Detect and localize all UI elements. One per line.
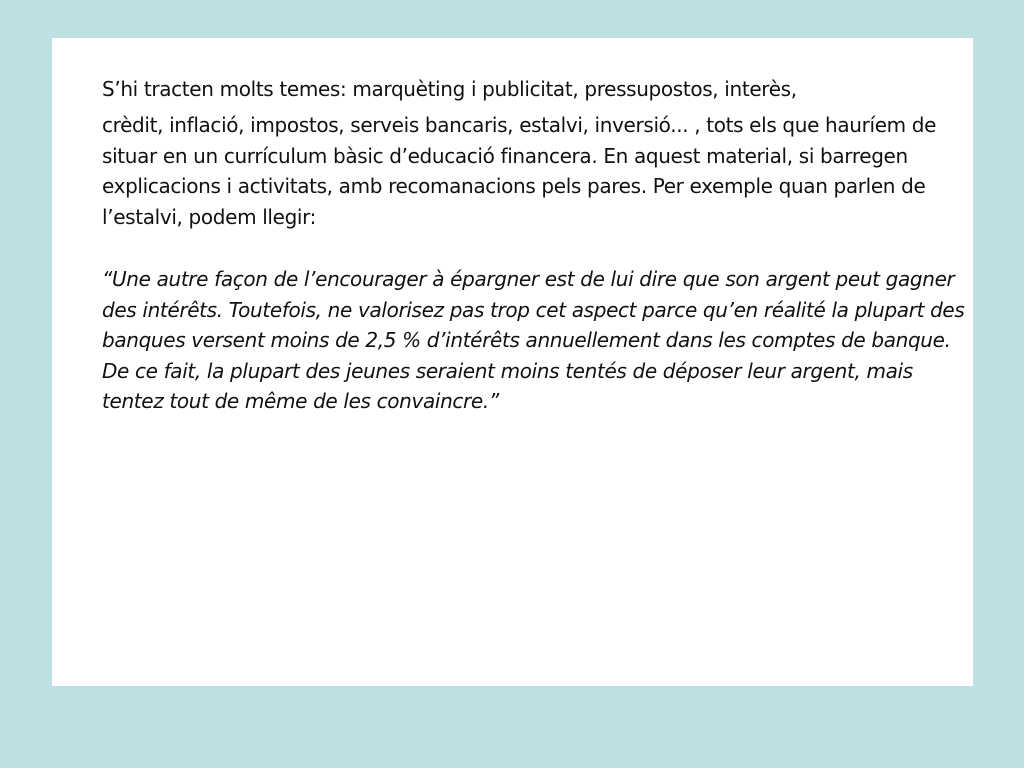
intro-first-line: S’hi tracten molts temes: marquèting i publicitat, pressupostos, interès, (102, 77, 797, 101)
slide-text (102, 74, 972, 417)
french-quote: “Une autre façon de l’encourager à épargner est de lui dire que son argent peut gagner des intérêts. Toutefois, ne valorisez pas trop cet aspect parce qu’en réalité la plupart des banques versent moins de 2,5 % d’intérêts annuellement dans les comptes de banque. De ce fait, la plupart des jeunes seraient moins tentés de déposer leur argent, mais tentez tout de même de les convaincre.” (102, 267, 965, 413)
slide-panel (52, 38, 973, 686)
intro-paragraph: crèdit, inflació, impostos, serveis bancaris, estalvi, inversió... , tots els que hauríem de situar en un currículum bàsic d’educació financera. En aquest material, si barregen explicacions i activitats, amb recomanacions pels pares. Per exemple quan parlen de l’estalvi, podem llegir: (102, 113, 937, 229)
